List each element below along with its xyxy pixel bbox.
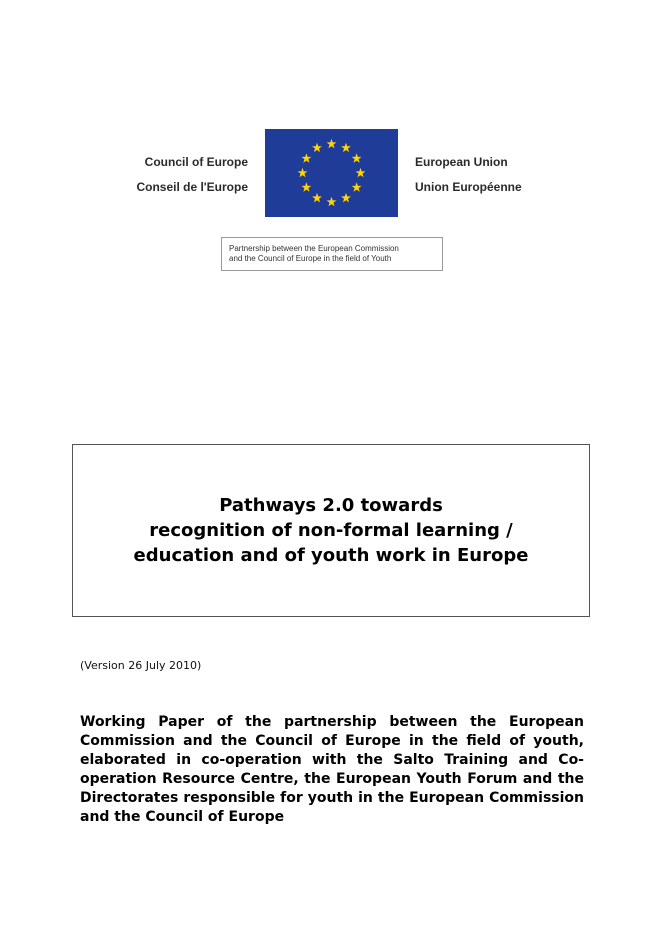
title-box: [72, 444, 590, 617]
council-of-europe-logo-text: [110, 150, 248, 200]
council-of-europe-name-fr: Conseil de l'Europe: [136, 180, 248, 194]
european-union-logo-text: [415, 150, 575, 200]
partnership-line-2: and the Council of Europe in the field of Youth: [229, 254, 392, 263]
title-line-1: Pathways 2.0 towards: [219, 495, 443, 516]
council-of-europe-name-en: Council of Europe: [144, 155, 248, 169]
european-union-name-en: European Union: [415, 155, 508, 169]
eu-flag-icon: [265, 129, 398, 217]
partnership-box: [221, 237, 443, 271]
partnership-line-1: Partnership between the European Commission: [229, 244, 399, 253]
title-line-2: recognition of non-formal learning /: [149, 520, 513, 541]
title-line-3: education and of youth work in Europe: [133, 545, 529, 566]
version-note: (Version 26 July 2010): [80, 659, 202, 672]
document-title: [73, 493, 589, 568]
working-paper-description: Working Paper of the partnership between the European Commission and the Council of Europe in the field of youth, elaborated in co-operation with the Salto Training and Co-operation Resource Centre, the European Youth Forum and the Directorates responsible for youth in the European Commission and the Council of Europe: [80, 714, 584, 825]
european-union-name-fr: Union Européenne: [415, 180, 522, 194]
